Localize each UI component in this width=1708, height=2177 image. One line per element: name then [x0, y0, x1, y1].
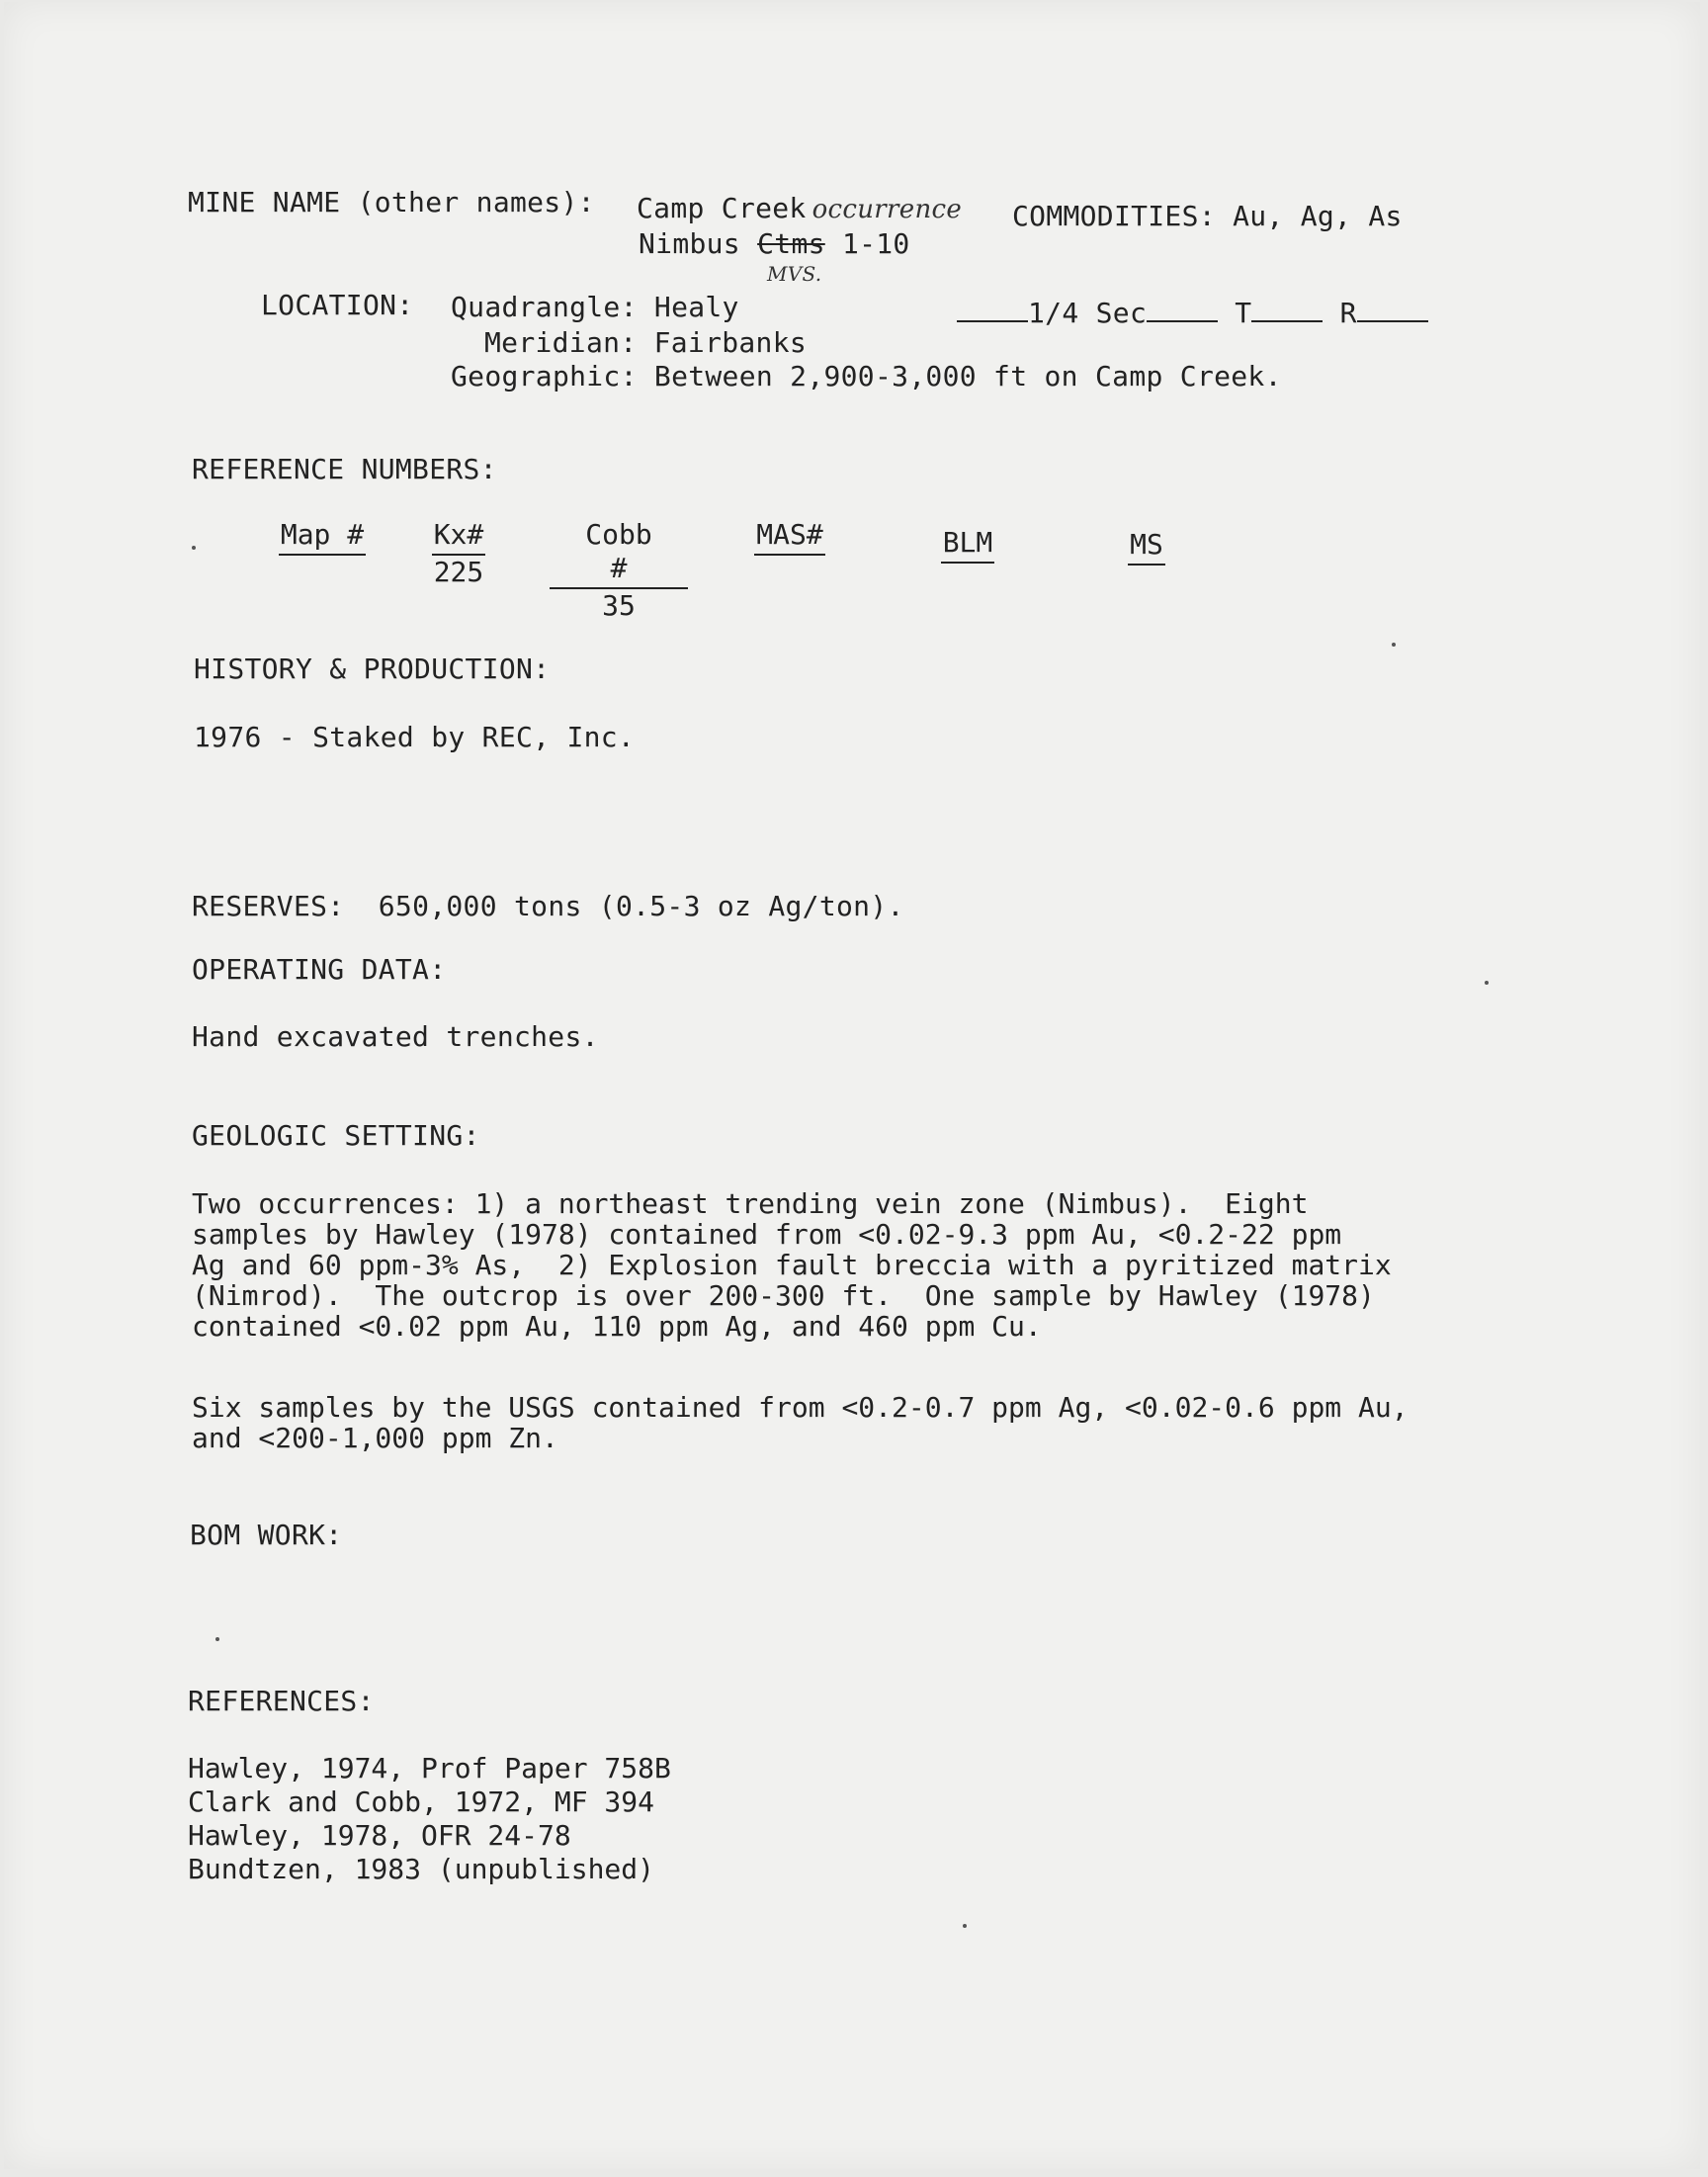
- mine-name-line1: [637, 192, 962, 226]
- reserves-line: [192, 890, 904, 923]
- geologic-p1-line: (Nimrod). The outcrop is over 200-300 ft. One sample by Hawley (1978): [192, 1279, 1375, 1312]
- quarter-sec-label: 1/4 Sec: [1028, 297, 1148, 329]
- mine-name-primary: Camp Creek: [637, 192, 807, 224]
- ref-col-mas: [745, 518, 834, 556]
- quadrangle-value: Healy: [653, 291, 739, 323]
- history-text: 1976 - Staked by REC, Inc.: [194, 721, 636, 753]
- history-label: HISTORY & PRODUCTION:: [194, 653, 551, 685]
- mine-name-handwritten-note: occurrence: [811, 195, 963, 224]
- quadrangle-label: Quadrangle:: [451, 291, 638, 323]
- geographic-label: Geographic:: [451, 360, 638, 392]
- paper-speck: [963, 1924, 967, 1928]
- geologic-p1-line: samples by Hawley (1978) contained from <0.02-9.3 ppm Au, <0.2-22 ppm: [192, 1218, 1342, 1251]
- ref-cobb-header: Cobb #: [550, 518, 688, 589]
- meridian-label: Meridian:: [484, 326, 638, 359]
- geologic-paragraph-2: [192, 1392, 1409, 1453]
- references-label: REFERENCES:: [188, 1685, 375, 1717]
- geologic-p2-line: Six samples by the USGS contained from <0.2-0.7 ppm Ag, <0.02-0.6 ppm Au,: [192, 1391, 1409, 1424]
- paper-speck: [215, 1637, 219, 1641]
- range-label: R: [1339, 297, 1357, 329]
- ref-col-cobb: [550, 518, 688, 623]
- quadrangle-line: [451, 291, 739, 324]
- reference-item: Clark and Cobb, 1972, MF 394: [188, 1785, 655, 1818]
- range-blank: [1357, 297, 1428, 322]
- geologic-p1-line: Two occurrences: 1) a northeast trending vein zone (Nimbus). Eight: [192, 1187, 1309, 1220]
- plss-line: [957, 297, 1428, 330]
- reserves-text: 650,000 tons (0.5-3 oz Ag/ton).: [378, 890, 904, 922]
- reference-item: Hawley, 1978, OFR 24-78: [188, 1819, 571, 1852]
- reserves-label: RESERVES:: [192, 890, 345, 922]
- ref-cobb-value: 35: [602, 589, 636, 622]
- ref-mas-header: MAS#: [754, 518, 824, 556]
- geologic-p1-line: contained <0.02 ppm Au, 110 ppm Ag, and 460 ppm Cu.: [192, 1310, 1042, 1343]
- mine-name-struck-text: Ctms: [757, 227, 825, 260]
- reference-item: Bundtzen, 1983 (unpublished): [188, 1853, 655, 1885]
- ref-col-ms: [1117, 528, 1176, 566]
- commodities-line: [1012, 200, 1403, 233]
- location-label: LOCATION:: [261, 289, 414, 321]
- geologic-label: GEOLOGIC SETTING:: [192, 1119, 480, 1152]
- geologic-p2-line: and <200-1,000 ppm Zn.: [192, 1422, 558, 1454]
- bom-work-label: BOM WORK:: [190, 1519, 343, 1551]
- reference-item: Hawley, 1974, Prof Paper 758B: [188, 1752, 671, 1785]
- geologic-paragraph-1: [192, 1188, 1392, 1342]
- geographic-value: Between 2,900-3,000 ft on Camp Creek.: [653, 360, 1282, 392]
- mine-name-label: MINE NAME (other names):: [188, 186, 595, 218]
- ref-kx-value: 225: [433, 556, 484, 588]
- meridian-line: [484, 326, 807, 360]
- ref-col-kx: [419, 518, 498, 589]
- geographic-line: [451, 360, 1282, 393]
- commodities-value: Au, Ag, As: [1233, 200, 1403, 232]
- township-blank: [1251, 297, 1323, 322]
- references-list: [188, 1752, 671, 1886]
- ref-col-blm: [928, 526, 1007, 564]
- township-label: T: [1235, 297, 1252, 329]
- paper-speck: [1392, 643, 1396, 647]
- section-blank: [1147, 297, 1218, 322]
- operating-label: OPERATING DATA:: [192, 953, 447, 986]
- paper-speck: [1485, 981, 1489, 985]
- geologic-p1-line: Ag and 60 ppm-3% As, 2) Explosion fault breccia with a pyritized matrix: [192, 1249, 1392, 1281]
- mine-name-handwritten-correction: MVS.: [767, 262, 822, 286]
- mine-name-alt-suffix: 1-10: [841, 227, 910, 260]
- meridian-value: Fairbanks: [653, 326, 808, 359]
- ref-ms-header: MS: [1128, 528, 1165, 566]
- document-page: [4, 2, 1700, 2169]
- quarter-blank: [957, 297, 1028, 322]
- ref-map-header: Map #: [279, 518, 366, 556]
- ref-col-map: [273, 518, 372, 556]
- ref-blm-header: BLM: [941, 526, 995, 564]
- reference-numbers-label: REFERENCE NUMBERS:: [192, 453, 497, 485]
- paper-speck: [192, 546, 196, 550]
- ref-kx-header: Kx#: [432, 518, 486, 556]
- operating-text: Hand excavated trenches.: [192, 1020, 599, 1053]
- mine-name-line2: [639, 227, 910, 261]
- commodities-label: COMMODITIES:: [1012, 200, 1216, 232]
- mine-name-alt: Nimbus: [639, 227, 740, 260]
